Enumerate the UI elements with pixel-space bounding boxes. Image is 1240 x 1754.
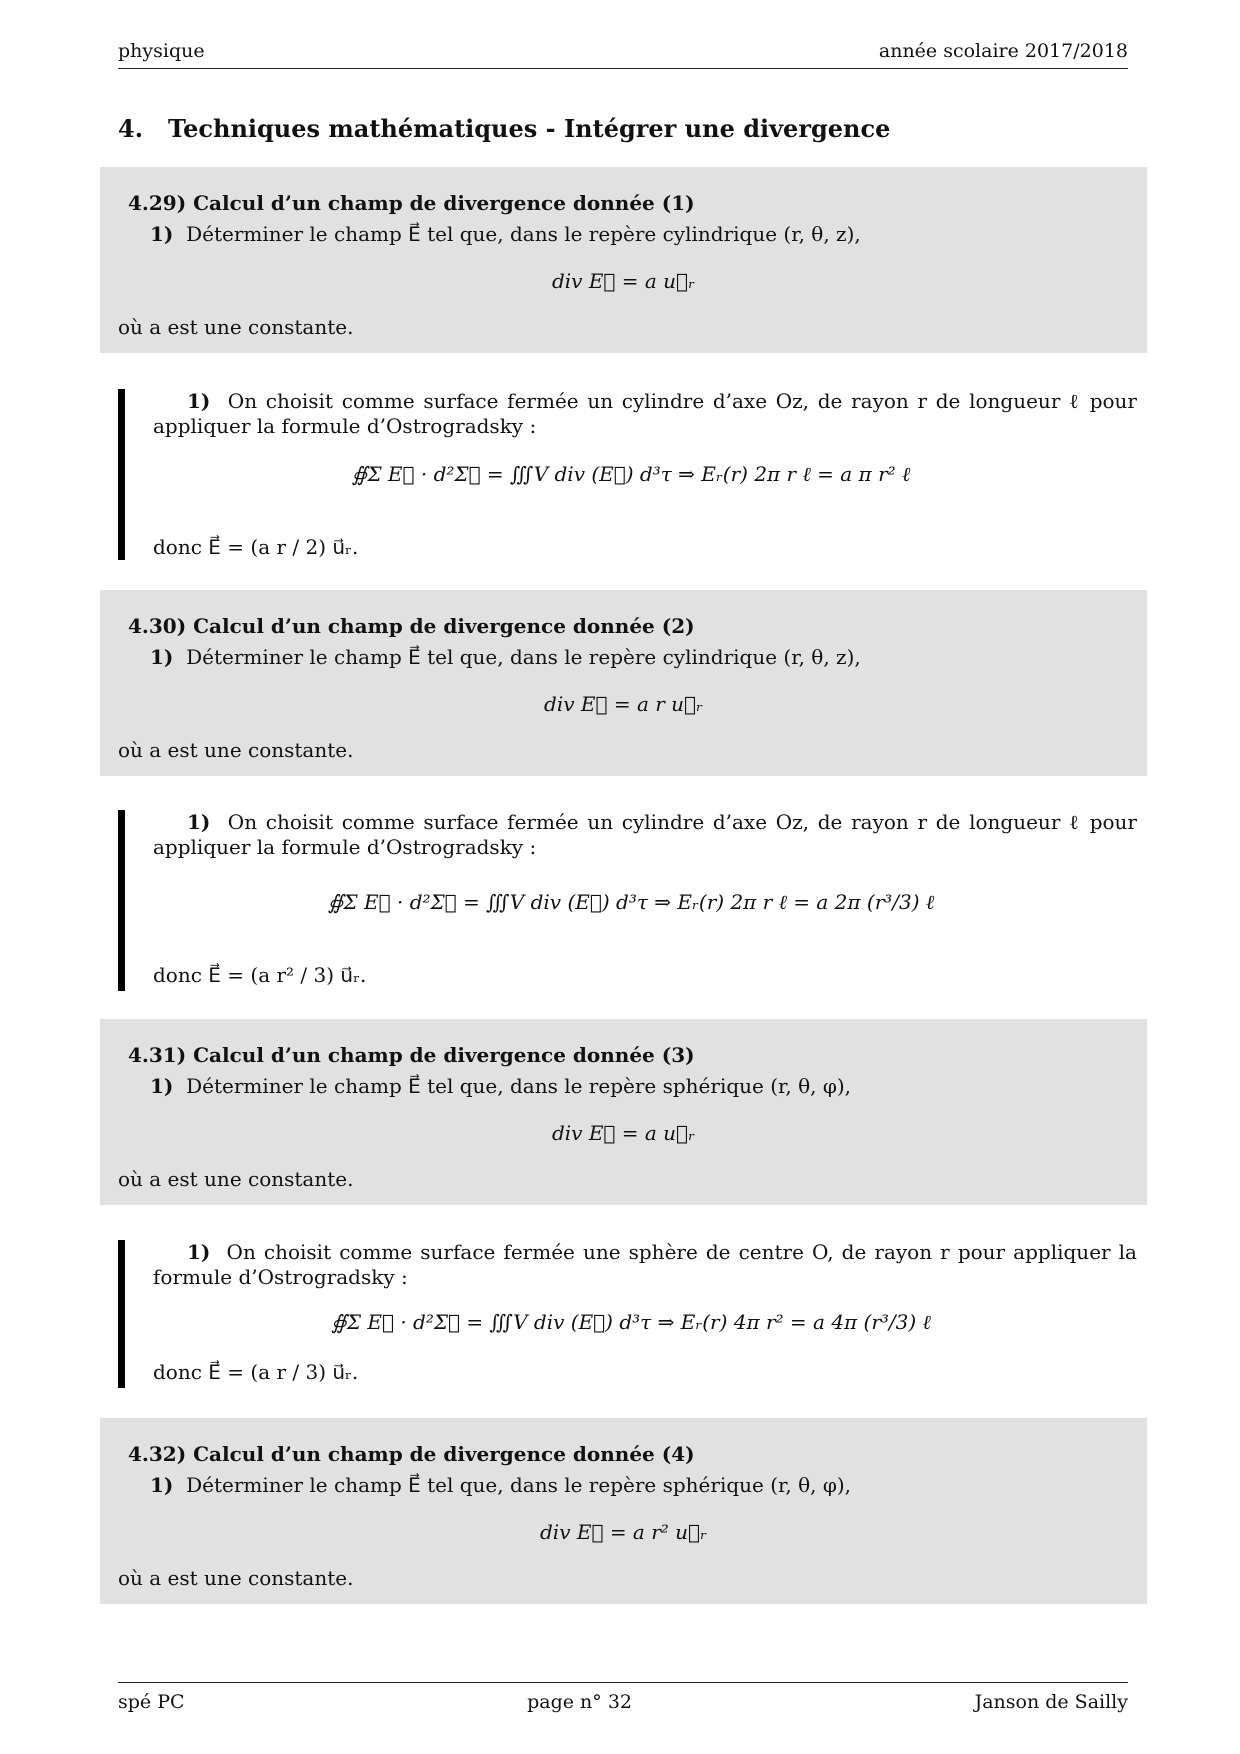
problem-question: [150, 1473, 851, 1497]
footer-class: spé PC: [118, 1691, 185, 1713]
question-text: Déterminer le champ E⃗ tel que, dans le repère cylindrique (r, θ, z),: [186, 222, 861, 246]
solution-formula: ∯Σ E⃗ · d²Σ⃗ = ∭V div (E⃗) d³τ ⇒ Eᵣ(r) 2π r ℓ = a 2π (r³/3) ℓ: [327, 890, 935, 914]
solution-number: 1): [187, 1240, 211, 1264]
solution-body: On choisit comme surface fermée une sphère de centre O, de rayon r pour appliquer la formule d’Ostrogradsky :: [153, 1240, 1137, 1289]
problem-equation: div E⃗ = a u⃗ᵣ: [551, 1121, 696, 1145]
question-number: 1): [150, 1473, 174, 1497]
solution-text: [153, 1240, 1137, 1290]
question-text: Déterminer le champ E⃗ tel que, dans le repère sphérique (r, θ, φ),: [186, 1074, 852, 1098]
solution-formula: ∯Σ E⃗ · d²Σ⃗ = ∭V div (E⃗) d³τ ⇒ Eᵣ(r) 2π r ℓ = a π r² ℓ: [351, 462, 911, 486]
problem-title: 4.31) Calcul d’un champ de divergence donnée (3): [128, 1043, 695, 1067]
solution-block-4-31: [118, 1240, 1137, 1388]
solution-text: [153, 389, 1137, 439]
problem-box-4-30: [100, 590, 1147, 776]
solution-body: On choisit comme surface fermée un cylindre d’axe Oz, de rayon r de longueur ℓ pour appliquer la formule d’Ostrogradsky :: [153, 810, 1137, 859]
page-footer: [118, 1682, 1128, 1713]
question-number: 1): [150, 645, 174, 669]
question-number: 1): [150, 1074, 174, 1098]
problem-box-4-32: [100, 1418, 1147, 1604]
problem-note: où a est une constante.: [118, 738, 354, 762]
question-text: Déterminer le champ E⃗ tel que, dans le repère sphérique (r, θ, φ),: [186, 1473, 852, 1497]
header-school-year: année scolaire 2017/2018: [878, 40, 1128, 62]
solution-block-4-30: [118, 810, 1137, 991]
problem-equation: div E⃗ = a r u⃗ᵣ: [544, 692, 703, 716]
page-header: [118, 40, 1128, 69]
problem-title: 4.30) Calcul d’un champ de divergence donnée (2): [128, 614, 695, 638]
problem-box-4-29: [100, 167, 1147, 353]
problem-note: où a est une constante.: [118, 315, 354, 339]
solution-number: 1): [187, 389, 211, 413]
problem-title: 4.32) Calcul d’un champ de divergence donnée (4): [128, 1442, 695, 1466]
section-title-text: Techniques mathématiques - Intégrer une divergence: [168, 114, 891, 143]
section-title: [118, 114, 890, 143]
problem-question: [150, 222, 861, 246]
problem-equation: div E⃗ = a r² u⃗ᵣ: [540, 1520, 707, 1544]
problem-box-4-31: [100, 1019, 1147, 1205]
footer-school: Janson de Sailly: [974, 1691, 1128, 1713]
problem-equation: div E⃗ = a u⃗ᵣ: [551, 269, 696, 293]
solution-formula: ∯Σ E⃗ · d²Σ⃗ = ∭V div (E⃗) d³τ ⇒ Eᵣ(r) 4π r² = a 4π (r³/3) ℓ: [331, 1310, 931, 1334]
problem-title: 4.29) Calcul d’un champ de divergence donnée (1): [128, 191, 695, 215]
page-number: page n° 32: [527, 1691, 632, 1713]
problem-question: [150, 1074, 851, 1098]
section-number: 4.: [118, 114, 144, 143]
solution-text: [153, 810, 1137, 860]
problem-note: où a est une constante.: [118, 1167, 354, 1191]
solution-block-4-29: [118, 389, 1137, 560]
solution-body: On choisit comme surface fermée un cylindre d’axe Oz, de rayon r de longueur ℓ pour appliquer la formule d’Ostrogradsky :: [153, 389, 1137, 438]
solution-result: donc E⃗ = (a r² / 3) u⃗ᵣ.: [153, 963, 367, 987]
problem-question: [150, 645, 861, 669]
header-subject: physique: [118, 40, 205, 62]
solution-result: donc E⃗ = (a r / 2) u⃗ᵣ.: [153, 535, 359, 559]
question-number: 1): [150, 222, 174, 246]
solution-number: 1): [187, 810, 211, 834]
question-text: Déterminer le champ E⃗ tel que, dans le repère cylindrique (r, θ, z),: [186, 645, 861, 669]
solution-result: donc E⃗ = (a r / 3) u⃗ᵣ.: [153, 1360, 359, 1384]
problem-note: où a est une constante.: [118, 1566, 354, 1590]
